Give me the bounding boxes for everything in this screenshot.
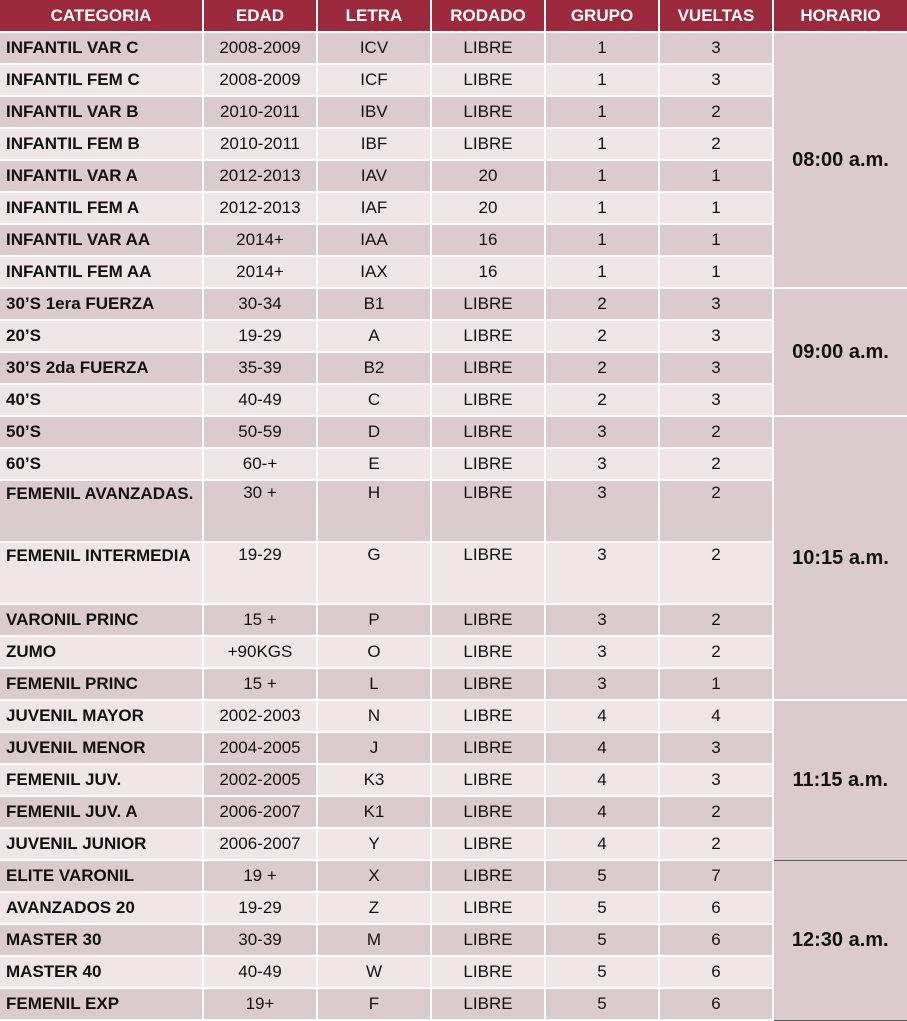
cell-letra: Z [317,892,431,924]
cell-rodado: LIBRE [431,636,545,668]
cell-categoria: JUVENIL JUNIOR [0,828,203,860]
cell-grupo: 2 [545,320,659,352]
cell-vueltas: 3 [659,320,773,352]
cell-vueltas: 4 [659,700,773,732]
cell-vueltas: 2 [659,480,773,542]
cell-letra: A [317,320,431,352]
cell-categoria: MASTER 40 [0,956,203,988]
cell-rodado: LIBRE [431,448,545,480]
cell-categoria: 60’S [0,448,203,480]
cell-vueltas: 3 [659,288,773,320]
table-row [0,416,907,448]
cell-categoria: FEMENIL INTERMEDIA [0,542,203,604]
cell-letra: IBF [317,128,431,160]
cell-grupo: 5 [545,956,659,988]
cell-vueltas: 3 [659,32,773,64]
cell-rodado: LIBRE [431,732,545,764]
cell-rodado: LIBRE [431,416,545,448]
cell-edad: 19-29 [203,542,317,604]
cell-edad: 35-39 [203,352,317,384]
cell-edad: 19+ [203,988,317,1020]
table-row [0,700,907,732]
cell-categoria: INFANTIL FEM AA [0,256,203,288]
cell-letra: N [317,700,431,732]
cell-edad: 2012-2013 [203,192,317,224]
cell-categoria: INFANTIL VAR A [0,160,203,192]
header-letra: LETRA [317,0,431,32]
cell-rodado: LIBRE [431,956,545,988]
cell-rodado: LIBRE [431,96,545,128]
cell-vueltas: 2 [659,604,773,636]
cell-rodado: LIBRE [431,352,545,384]
cell-edad: 2002-2005 [203,764,317,796]
cell-letra: C [317,384,431,416]
cell-letra: IBV [317,96,431,128]
cell-letra: B1 [317,288,431,320]
cell-categoria: 40’S [0,384,203,416]
cell-vueltas: 2 [659,96,773,128]
cell-grupo: 2 [545,384,659,416]
cell-categoria: JUVENIL MAYOR [0,700,203,732]
cell-grupo: 4 [545,700,659,732]
cell-vueltas: 3 [659,352,773,384]
cell-grupo: 2 [545,288,659,320]
cell-letra: G [317,542,431,604]
cell-rodado: 20 [431,192,545,224]
header-edad: EDAD [203,0,317,32]
horario-cell: 11:15 a.m. [773,700,907,860]
cell-letra: M [317,924,431,956]
cell-edad: 19-29 [203,320,317,352]
cell-letra: IAA [317,224,431,256]
table-row [0,604,907,636]
cell-edad: 15 + [203,604,317,636]
header-vueltas: VUELTAS [659,0,773,32]
cell-vueltas: 3 [659,764,773,796]
cell-rodado: LIBRE [431,796,545,828]
cell-grupo: 3 [545,448,659,480]
table-row [0,860,907,892]
cell-grupo: 1 [545,96,659,128]
cell-vueltas: 6 [659,988,773,1020]
table-row [0,732,907,764]
table-row [0,542,907,604]
cell-vueltas: 6 [659,956,773,988]
cell-edad: 30-39 [203,924,317,956]
table-row [0,224,907,256]
cell-edad: 2008-2009 [203,32,317,64]
cell-rodado: 20 [431,160,545,192]
cell-edad: 2004-2005 [203,732,317,764]
cell-categoria: ZUMO [0,636,203,668]
cell-letra: Y [317,828,431,860]
cell-grupo: 3 [545,480,659,542]
cell-edad: 40-49 [203,384,317,416]
table-body [0,32,907,1020]
cell-rodado: LIBRE [431,668,545,700]
cell-rodado: LIBRE [431,128,545,160]
cell-rodado: LIBRE [431,988,545,1020]
cell-grupo: 1 [545,32,659,64]
cell-letra: W [317,956,431,988]
table-row [0,668,907,700]
cell-categoria: 30’S 1era FUERZA [0,288,203,320]
cell-edad: 2010-2011 [203,96,317,128]
cell-rodado: LIBRE [431,700,545,732]
cell-rodado: LIBRE [431,860,545,892]
cell-vueltas: 3 [659,384,773,416]
cell-grupo: 1 [545,128,659,160]
cell-vueltas: 2 [659,542,773,604]
cell-vueltas: 2 [659,128,773,160]
table-row [0,480,907,542]
cell-vueltas: 6 [659,892,773,924]
cell-grupo: 4 [545,764,659,796]
cell-letra: O [317,636,431,668]
cell-categoria: FEMENIL PRINC [0,668,203,700]
cell-edad: 2002-2003 [203,700,317,732]
cell-vueltas: 2 [659,796,773,828]
cell-grupo: 5 [545,892,659,924]
cell-grupo: 3 [545,636,659,668]
cell-vueltas: 1 [659,160,773,192]
cell-rodado: LIBRE [431,828,545,860]
cell-letra: F [317,988,431,1020]
cell-vueltas: 1 [659,668,773,700]
cell-rodado: LIBRE [431,542,545,604]
table-row [0,288,907,320]
cell-rodado: 16 [431,256,545,288]
cell-rodado: 16 [431,224,545,256]
cell-categoria: AVANZADOS 20 [0,892,203,924]
table-row [0,796,907,828]
cell-letra: ICV [317,32,431,64]
cell-categoria: INFANTIL VAR C [0,32,203,64]
cell-letra: P [317,604,431,636]
cell-grupo: 1 [545,160,659,192]
cell-grupo: 5 [545,924,659,956]
table-row [0,32,907,64]
cell-grupo: 2 [545,352,659,384]
table-row [0,892,907,924]
cell-grupo: 3 [545,668,659,700]
table-row [0,64,907,96]
cell-grupo: 1 [545,192,659,224]
cell-edad: 2014+ [203,256,317,288]
cell-edad: 2006-2007 [203,796,317,828]
cell-letra: D [317,416,431,448]
cell-rodado: LIBRE [431,32,545,64]
cell-edad: 2008-2009 [203,64,317,96]
cell-vueltas: 3 [659,64,773,96]
table-row [0,160,907,192]
cell-rodado: LIBRE [431,64,545,96]
cell-categoria: FEMENIL JUV. A [0,796,203,828]
cell-vueltas: 2 [659,828,773,860]
cell-vueltas: 6 [659,924,773,956]
table-row [0,828,907,860]
cell-vueltas: 2 [659,636,773,668]
cell-grupo: 1 [545,224,659,256]
table-row [0,256,907,288]
cell-vueltas: 3 [659,732,773,764]
table-row [0,96,907,128]
cell-grupo: 4 [545,828,659,860]
cell-edad: +90KGS [203,636,317,668]
cell-grupo: 4 [545,796,659,828]
horario-cell: 08:00 a.m. [773,32,907,288]
cell-rodado: LIBRE [431,892,545,924]
cell-categoria: JUVENIL MENOR [0,732,203,764]
cell-categoria: FEMENIL JUV. [0,764,203,796]
header-row [0,0,907,32]
cell-letra: X [317,860,431,892]
table-row [0,924,907,956]
cell-categoria: INFANTIL VAR AA [0,224,203,256]
table-row [0,128,907,160]
horario-cell: 10:15 a.m. [773,416,907,700]
horario-cell: 12:30 a.m. [773,860,907,1020]
header-horario: HORARIO [773,0,907,32]
cell-categoria: VARONIL PRINC [0,604,203,636]
cell-rodado: LIBRE [431,384,545,416]
table-row [0,956,907,988]
cell-rodado: LIBRE [431,764,545,796]
cell-vueltas: 2 [659,416,773,448]
cell-categoria: 30’S 2da FUERZA [0,352,203,384]
header-categoria: CATEGORIA [0,0,203,32]
cell-grupo: 3 [545,604,659,636]
cell-categoria: MASTER 30 [0,924,203,956]
table-row [0,352,907,384]
header-rodado: RODADO [431,0,545,32]
cell-rodado: LIBRE [431,288,545,320]
cell-vueltas: 1 [659,192,773,224]
table-row [0,636,907,668]
cell-letra: L [317,668,431,700]
cell-grupo: 3 [545,542,659,604]
cell-edad: 30-34 [203,288,317,320]
table-row [0,320,907,352]
cell-edad: 40-49 [203,956,317,988]
cell-letra: H [317,480,431,542]
table-row [0,448,907,480]
table-row [0,192,907,224]
cell-letra: IAV [317,160,431,192]
cell-grupo: 1 [545,256,659,288]
cell-letra: IAF [317,192,431,224]
cell-grupo: 3 [545,416,659,448]
cell-rodado: LIBRE [431,320,545,352]
cell-rodado: LIBRE [431,604,545,636]
cell-categoria: FEMENIL AVANZADAS. [0,480,203,542]
cell-categoria: INFANTIL FEM B [0,128,203,160]
cell-categoria: INFANTIL VAR B [0,96,203,128]
cell-edad: 19 + [203,860,317,892]
cell-edad: 60-+ [203,448,317,480]
cell-grupo: 4 [545,732,659,764]
cell-edad: 15 + [203,668,317,700]
cell-edad: 30 + [203,480,317,542]
cell-edad: 2010-2011 [203,128,317,160]
cell-categoria: ELITE VARONIL [0,860,203,892]
cell-letra: K3 [317,764,431,796]
cell-edad: 2012-2013 [203,160,317,192]
header-grupo: GRUPO [545,0,659,32]
cell-grupo: 1 [545,64,659,96]
cell-vueltas: 1 [659,224,773,256]
cell-rodado: LIBRE [431,924,545,956]
cell-vueltas: 1 [659,256,773,288]
cell-letra: K1 [317,796,431,828]
cell-edad: 2006-2007 [203,828,317,860]
cell-categoria: FEMENIL EXP [0,988,203,1020]
table-row [0,988,907,1020]
cell-letra: J [317,732,431,764]
cell-rodado: LIBRE [431,480,545,542]
cell-edad: 2014+ [203,224,317,256]
horario-cell: 09:00 a.m. [773,288,907,416]
cell-grupo: 5 [545,860,659,892]
cell-letra: ICF [317,64,431,96]
table-row [0,764,907,796]
cell-categoria: INFANTIL FEM A [0,192,203,224]
cell-categoria: 20’S [0,320,203,352]
cell-categoria: INFANTIL FEM C [0,64,203,96]
cell-letra: IAX [317,256,431,288]
cell-grupo: 5 [545,988,659,1020]
table-row [0,384,907,416]
cell-categoria: 50’S [0,416,203,448]
cell-edad: 19-29 [203,892,317,924]
cell-vueltas: 7 [659,860,773,892]
cell-letra: B2 [317,352,431,384]
cell-edad: 50-59 [203,416,317,448]
cell-vueltas: 2 [659,448,773,480]
cell-letra: E [317,448,431,480]
